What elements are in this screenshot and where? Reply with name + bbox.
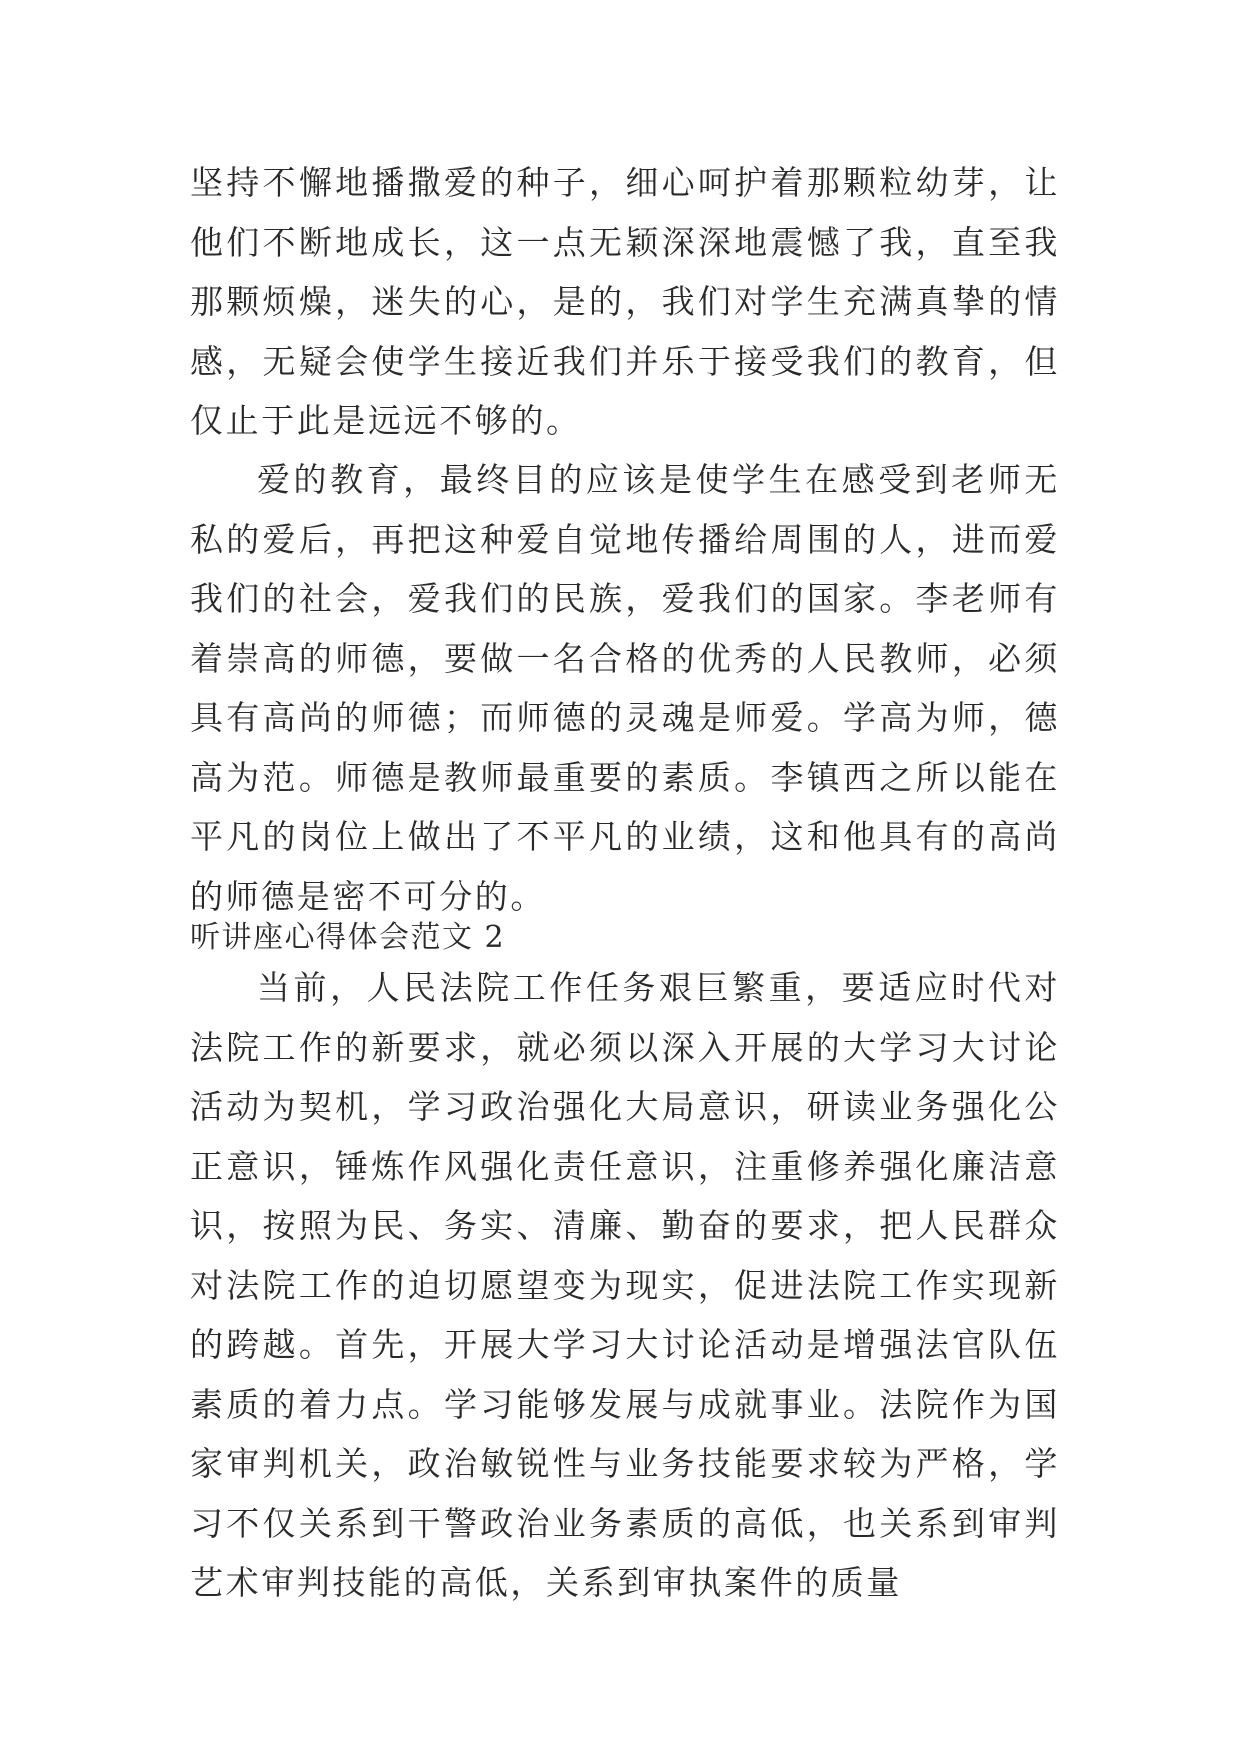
paragraph-continued: 坚持不懈地播撒爱的种子，细心呵护着那颗粒幼芽，让他们不断地成长，这一点无颖深深地震憾了我，直至我那颗烦燥，迷失的心，是的，我们对学生充满真挚的情感，无疑会使学生接近我们并乐于接受我们的教育，但仅止于此是远远不够的。 (190, 163, 1060, 440)
paragraph-court-work: 当前，人民法院工作任务艰巨繁重，要适应时代对法院工作的新要求，就必须以深入开展的大学习大讨论活动为契机，学习政治强化大局意识，研读业务强化公正意识，锤炼作风强化责任意识，注重修养强化廉洁意识，按照为民、务实、清廉、勤奋的要求，把人民群众对法院工作的迫切愿望变为现实，促进法院工作实现新的跨越。首先，开展大学习大讨论活动是增强法官队伍素质的着力点。学习能够发展与成就事业。法院作为国家审判机关，政治敏锐性与业务技能要求较为严格，学习不仅关系到干警政治业务素质的高低，也关系到审判艺术审判技能的高低，关系到审执案件的质量 (190, 968, 1060, 1602)
section-heading: 听讲座心得体会范文 2 (190, 920, 506, 955)
paragraph-love-education: 爱的教育，最终目的应该是使学生在感受到老师无私的爱后，再把这种爱自觉地传播给周围的人，进而爱我们的社会，爱我们的民族，爱我们的国家。李老师有着崇高的师德，要做一名合格的优秀的人民教师，必须具有高尚的师德；而师德的灵魂是师爱。学高为师，德高为范。师德是教师最重要的素质。李镇西之所以能在平凡的岗位上做出了不平凡的业绩，这和他具有的高尚的师德是密不可分的。 (190, 460, 1060, 916)
